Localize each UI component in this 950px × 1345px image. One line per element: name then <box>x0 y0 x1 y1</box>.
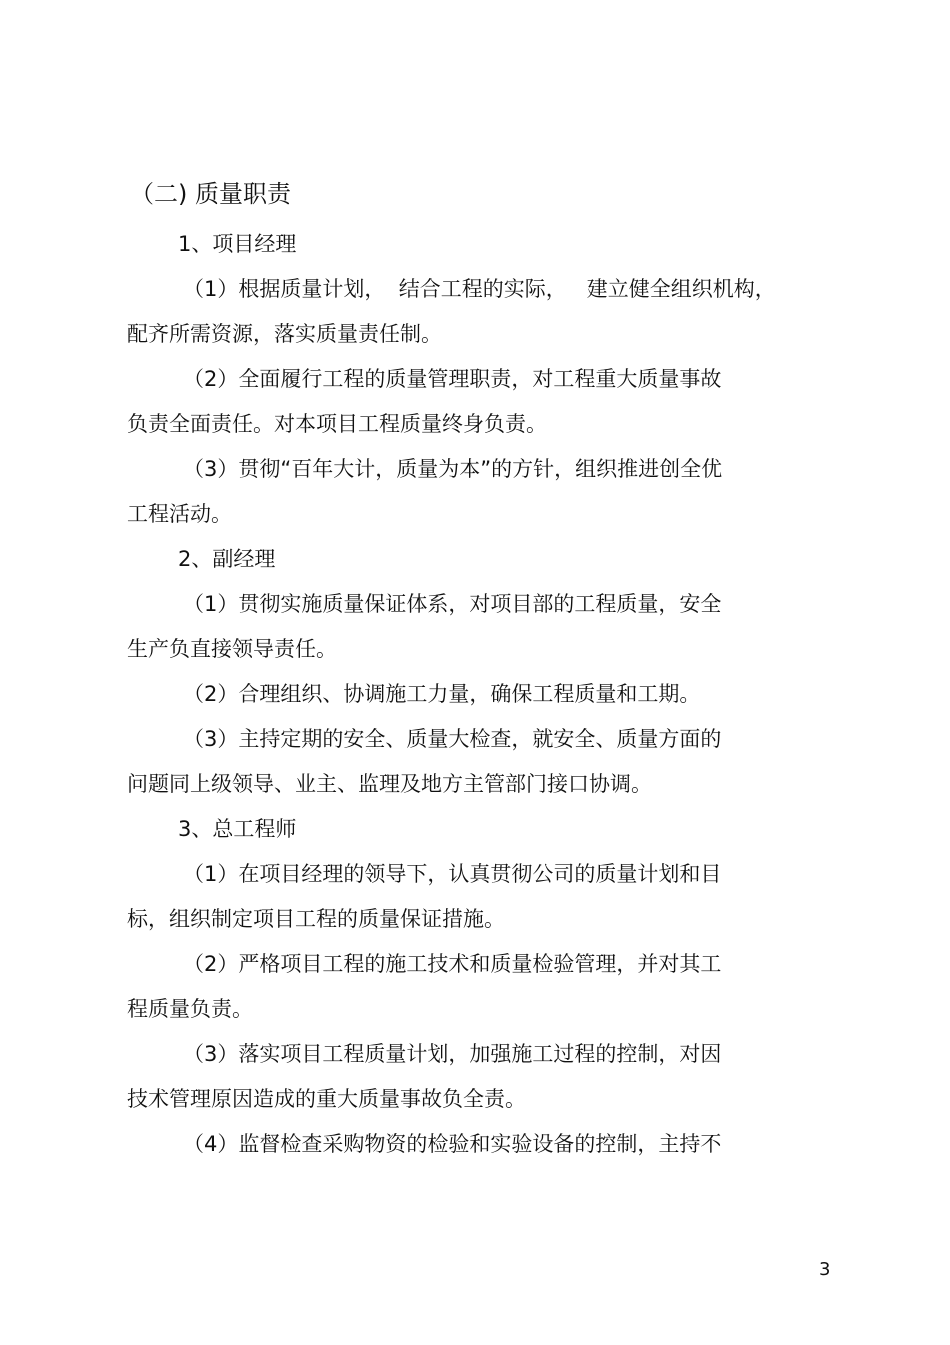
paragraph-line: （2）合理组织、协调施工力量，确保工程质量和工期。 <box>183 682 701 706</box>
subsection-title: 1、项目经理 <box>178 232 297 256</box>
page-number: 3 <box>819 1259 831 1280</box>
subsection-title: 2、副经理 <box>178 547 276 571</box>
paragraph-line: （1）在项目经理的领导下，认真贯彻公司的质量计划和目 <box>183 862 722 886</box>
paragraph-line: 标，组织制定项目工程的质量保证措施。 <box>127 907 505 931</box>
paragraph-line: 生产负直接领导责任。 <box>127 637 337 661</box>
paragraph-line: 工程活动。 <box>127 502 232 526</box>
section-heading: （二) 质量职责 <box>130 180 291 208</box>
paragraph-line: （2）全面履行工程的质量管理职责，对工程重大质量事故 <box>183 367 722 391</box>
paragraph-line: 配齐所需资源，落实质量责任制。 <box>127 322 442 346</box>
paragraph-line: 程质量负责。 <box>127 997 253 1021</box>
paragraph-line: （1）贯彻实施质量保证体系，对项目部的工程质量，安全 <box>183 592 722 616</box>
paragraph-line: （1）根据质量计划， 结合工程的实际， 建立健全组织机构， <box>183 277 776 301</box>
paragraph-line: 负责全面责任。对本项目工程质量终身负责。 <box>127 412 547 436</box>
paragraph-line: 问题同上级领导、业主、监理及地方主管部门接口协调。 <box>127 772 652 796</box>
subsection-title: 3、总工程师 <box>178 817 297 841</box>
paragraph-line: （3）主持定期的安全、质量大检查，就安全、质量方面的 <box>183 727 722 751</box>
paragraph-line: （4）监督检查采购物资的检验和实验设备的控制，主持不 <box>183 1132 722 1156</box>
paragraph-line: （3）落实项目工程质量计划，加强施工过程的控制，对因 <box>183 1042 722 1066</box>
paragraph-line: （3）贯彻“百年大计，质量为本”的方针，组织推进创全优 <box>183 457 723 481</box>
paragraph-line: （2）严格项目工程的施工技术和质量检验管理，并对其工 <box>183 952 722 976</box>
paragraph-line: 技术管理原因造成的重大质量事故负全责。 <box>127 1087 526 1111</box>
